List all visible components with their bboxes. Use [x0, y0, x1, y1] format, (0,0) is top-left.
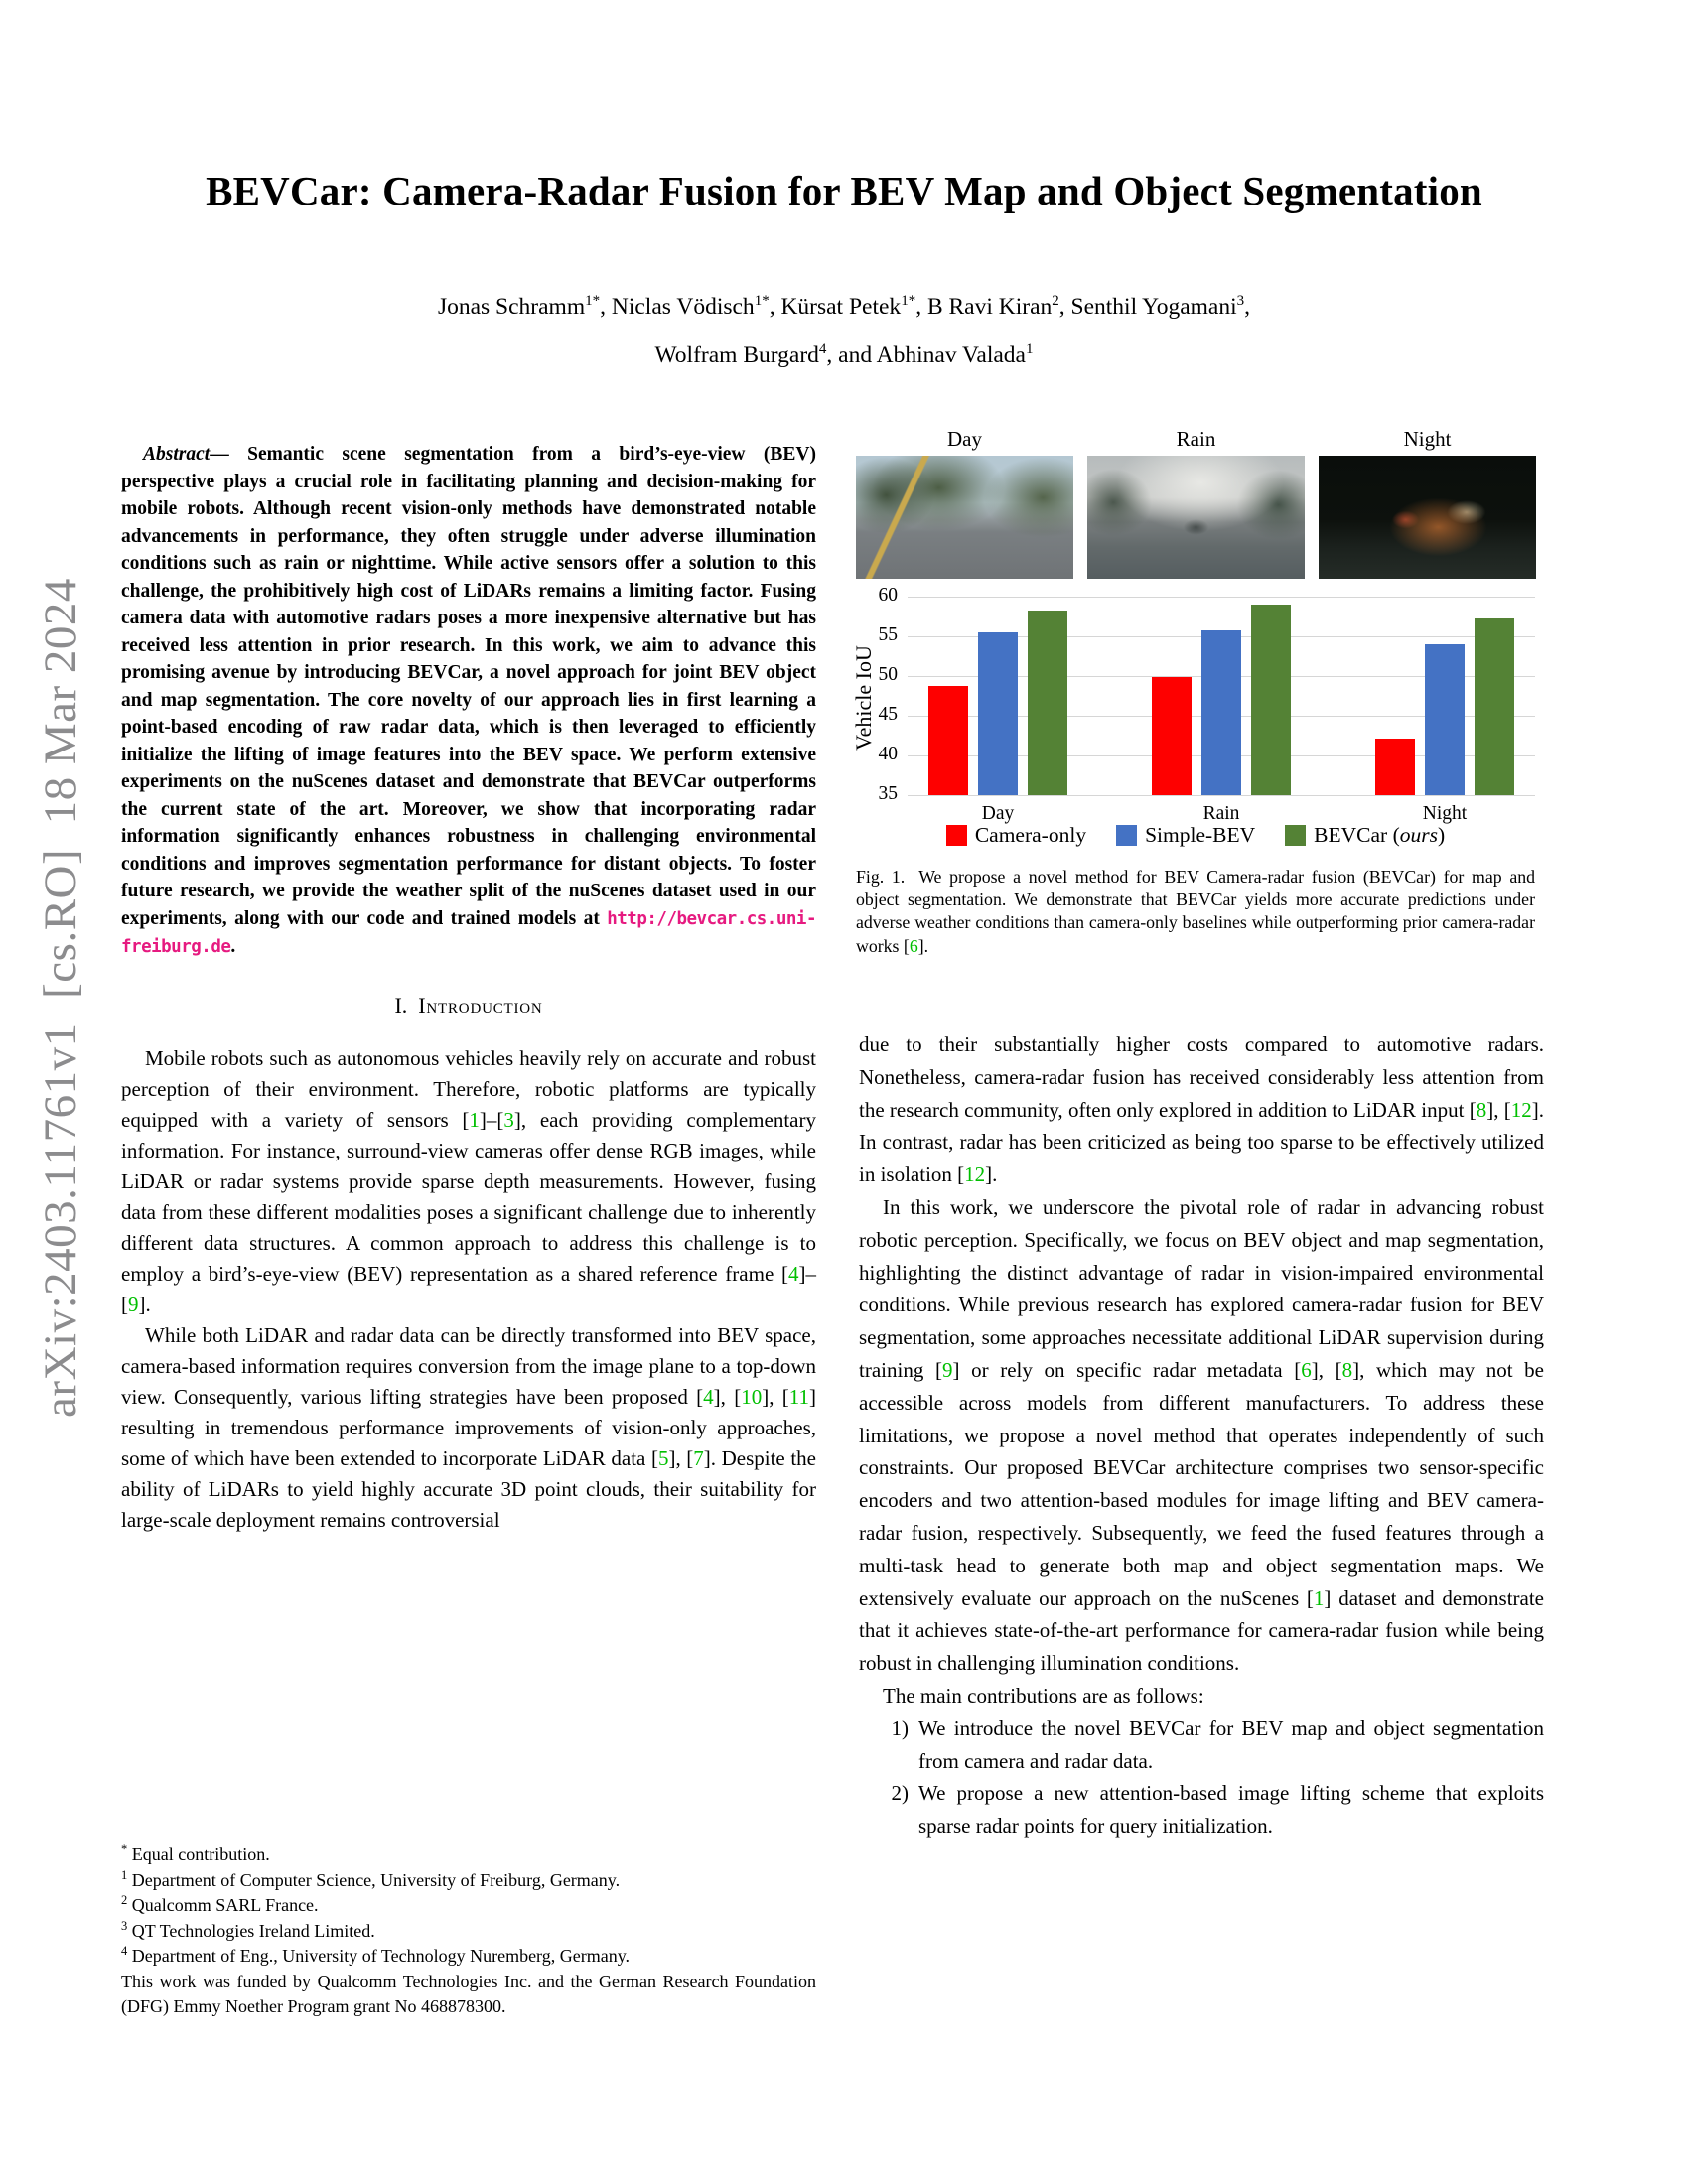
intro-paragraph-1: Mobile robots such as autonomous vehicles heavily rely on accurate and robust perception of their environment. Therefore, robotic platforms are typically equipped with a variety of sensors [1]–[3], each providing complementary information. For instance, surround-view cameras offer dense RGB images, while LiDAR or radar systems provide sparse depth measurements. However, fusing data from these different modalities poses a significant challenge due to inherently different data structures. A common approach to address this challenge is to employ a bird’s-eye-view (BEV) representation as a shared reference frame [4]–[9].	[121, 1045, 816, 1316]
citation-link[interactable]: 9	[128, 1292, 139, 1316]
figure-chart	[851, 585, 1535, 859]
footnote-1: * Equal contribution.	[121, 1843, 270, 1864]
citation-link[interactable]: 9	[941, 1357, 953, 1382]
legend-swatch-bevcar-ours	[1285, 825, 1306, 846]
legend-swatch-camera-only	[946, 825, 967, 846]
contribution-number: 2)	[891, 1781, 909, 1806]
scene-photo-day	[856, 456, 1073, 579]
figure-caption-lead: Fig. 1.	[856, 867, 906, 887]
contribution-item-2	[859, 1777, 1544, 1843]
footnote-5: $^4$ Department of Eng., University of Technology Nuremberg, Germany.	[121, 1944, 631, 1966]
chart-legend	[856, 823, 1535, 848]
abstract-period: .	[230, 936, 236, 957]
contributions-list	[859, 1712, 1544, 1843]
figure-caption	[856, 866, 1535, 958]
figure-panel-day	[856, 427, 1073, 579]
arxiv-stamp: arXiv:2403.11761v1 [cs.RO] 18 Mar 2024	[35, 578, 86, 1418]
citation-link[interactable]: 1	[1313, 1585, 1325, 1610]
citation-link[interactable]: 1	[469, 1107, 480, 1132]
contributions-lead: The main contributions are as follows:	[883, 1683, 1204, 1707]
citation-link[interactable]: 8	[1341, 1357, 1353, 1382]
citation-link[interactable]: 11	[788, 1384, 809, 1409]
y-tick-label-45: 45	[878, 704, 898, 725]
y-tick-label-50: 50	[878, 664, 898, 685]
abstract-body: Semantic scene segmentation from a bird’s-eye-view (BEV) perspective plays a crucial role in facilitating planning and decision-making for mobile robots. Although recent vision-only methods have demonstrated notable advancements in performance, they often struggle under adverse illumination conditions such as rain or nighttime. While active sensors offer a solution to this challenge, the prohibitively high cost of LiDARs remains a limiting factor. Fusing camera data with automotive radars poses a more inexpensive alternative but has received less attention in prior research. In this work, we aim to advance this promising avenue by introducing BEVCar, a novel approach for joint BEV object and map segmentation. The core novelty of our approach lies in first learning a point-based encoding of raw radar data, which is then leveraged to efficiently initialize the lifting of image features into the BEV space. We perform extensive experiments on the nuScenes dataset and demonstrate that BEVCar outperforms the current state of the art. Moreover, we show that incorporating radar information significantly enhances robustness in challenging environmental conditions and improves segmentation performance for distant objects. To foster future research, we provide the weather split of the nuScenes dataset used in our experiments, along with our code and trained models at	[121, 444, 816, 929]
legend-item-simple-bev	[1116, 823, 1255, 848]
legend-label-camera-only: Camera-only	[974, 823, 1087, 847]
footnote-3: $^2$ Qualcomm SARL France.	[121, 1893, 319, 1915]
y-tick-label-60: 60	[878, 585, 898, 606]
contribution-number: 1)	[891, 1715, 909, 1740]
citation-link[interactable]: 5	[657, 1445, 669, 1470]
bar-day-bevcar-ours	[1028, 611, 1067, 795]
body-paragraph-2: In this work, we underscore the pivotal role of radar in advancing robust robotic perception. Specifically, we focus on BEV object and map segmentation, highlighting the distinct advantage of radar in vision-impaired environmental conditions. While previous research has explored camera-radar fusion for BEV segmentation, some approaches necessitate additional LiDAR supervision during training [9] or rely on specific radar metadata [6], [8], which may not be accessible across models from different manufacturers. To address these limitations, we propose a novel method that operates independently of such constraints. Our proposed BEVCar architecture comprises two sensor-specific encoders and two attention-based modules for image lifting and BEV camera-radar fusion, respectively. Subsequently, we feed the fused features through a multi-task head to generate both map and object segmentation maps. We extensively evaluate our approach on the nuScenes [1] dataset and demonstrate that it achieves state-of-the-art performance for camera-radar fusion while being robust in challenging illumination conditions.	[859, 1194, 1544, 1676]
abstract-label: Abstract	[143, 444, 211, 465]
figure-panels	[856, 427, 1535, 579]
footnotes	[121, 1843, 816, 2020]
legend-swatch-simple-bev	[1116, 825, 1137, 846]
section-heading-introduction	[121, 993, 816, 1019]
paper-url-link[interactable]: http://bevcar.cs.uni-freiburg.de	[121, 908, 816, 957]
bar-rain-bevcar-ours	[1251, 605, 1291, 795]
intro-paragraph-2: While both LiDAR and radar data can be directly transformed into BEV space, camera-based information requires conversion from the image plane to a top-down view. Consequently, various lifting strategies have been proposed [4], [10], [11] resulting in tremendous performance improvements of vision-only approaches, some of which have been extended to incorporate LiDAR data [5], [7]. Despite the ability of LiDARs to yield highly accurate 3D point clouds, their suitability for large-scale deployment remains controversial	[121, 1322, 816, 1532]
panel-label-night: Night	[1403, 427, 1452, 451]
bar-rain-simple-bev	[1201, 630, 1241, 795]
scene-photo-night	[1319, 456, 1536, 579]
citation-link[interactable]: 12	[1510, 1097, 1532, 1122]
authors-line-1: Jonas Schramm$^{1*}$, Niclas Vödisch$^{1*}$, Kürsat Petek$^{1*}$, B Ravi Kiran$^2$, Senthil Yogamani$^3$,	[437, 293, 1251, 320]
contribution-item-1	[859, 1712, 1544, 1778]
citation-link[interactable]: 6	[909, 935, 918, 956]
author-list	[0, 283, 1688, 380]
bar-day-camera-only	[928, 686, 968, 795]
y-tick-label-40: 40	[878, 744, 898, 764]
contribution-text: We introduce the novel BEVCar for BEV map and object segmentation from camera and radar data.	[918, 1715, 1544, 1773]
legend-item-camera-only	[946, 823, 1086, 848]
panel-label-day: Day	[947, 427, 982, 451]
bar-night-simple-bev	[1425, 644, 1465, 795]
bar-rain-camera-only	[1152, 677, 1192, 795]
chart-y-axis-label: Vehicle IoU	[851, 645, 876, 751]
legend-label-simple-bev: Simple-BEV	[1145, 823, 1256, 847]
figure-panel-rain	[1087, 427, 1305, 579]
x-category-label-rain: Rain	[1202, 803, 1240, 824]
figure-caption-body: We propose a novel method for BEV Camera-radar fusion (BEVCar) for map and object segmentation. We demonstrate that BEVCar yields more accurate predictions under adverse weather conditions than camera-only baselines while outperforming prior camera-radar works [6].	[856, 867, 1536, 956]
body-paragraph-continuation: due to their substantially higher costs compared to automotive radars. Nonetheless, camera-radar fusion has received considerably less attention from the research community, often only explored in addition to LiDAR input [8], [12]. In contrast, radar has been criticized as being too sparse to be effectively utilized in isolation [12].	[859, 1032, 1544, 1187]
section-title: Introduction	[418, 992, 543, 1018]
citation-link[interactable]: 12	[964, 1162, 986, 1187]
bar-night-bevcar-ours	[1475, 618, 1514, 795]
abstract	[121, 441, 816, 962]
footnote-6: This work was funded by Qualcomm Technologies Inc. and the German Research Foundation (DFG) Emmy Noether Program grant No 468878300.	[121, 1971, 816, 2016]
citation-link[interactable]: 8	[1476, 1097, 1487, 1122]
citation-link[interactable]: 3	[503, 1107, 514, 1132]
page-title: BEVCar: Camera-Radar Fusion for BEV Map and Object Segmentation	[206, 168, 1482, 213]
panel-label-rain: Rain	[1176, 427, 1216, 451]
bar-day-simple-bev	[978, 632, 1018, 795]
citation-link[interactable]: 7	[693, 1445, 704, 1470]
footnote-4: $^3$ QT Technologies Ireland Limited.	[121, 1918, 375, 1941]
bar-night-camera-only	[1375, 739, 1415, 795]
legend-label-bevcar-ours: BEVCar (ours)	[1314, 823, 1446, 847]
abstract-dash: —	[210, 444, 248, 465]
legend-item-bevcar-ours	[1285, 823, 1445, 848]
citation-link[interactable]: 4	[703, 1384, 714, 1409]
x-category-label-day: Day	[981, 803, 1015, 824]
gridline-60	[908, 597, 1535, 598]
y-tick-label-35: 35	[878, 783, 898, 804]
section-number: I.	[394, 992, 408, 1018]
authors-line-2: Wolfram Burgard$^4$, and Abhinav Valada$^1$	[654, 341, 1034, 368]
y-tick-label-55: 55	[878, 624, 898, 645]
contribution-text: We propose a new attention-based image lifting scheme that exploits sparse radar points for query initialization.	[918, 1781, 1544, 1839]
scene-photo-rain	[1087, 456, 1305, 579]
citation-link[interactable]: 10	[741, 1384, 763, 1409]
right-column	[859, 1028, 1544, 1843]
citation-link[interactable]: 4	[788, 1261, 799, 1286]
x-category-label-night: Night	[1422, 803, 1468, 824]
footnote-2: $^1$ Department of Computer Science, University of Freiburg, Germany.	[121, 1867, 621, 1890]
figure-panel-night	[1319, 427, 1536, 579]
left-column	[121, 441, 816, 1536]
citation-link[interactable]: 6	[1301, 1357, 1312, 1382]
gridline-35	[908, 795, 1535, 796]
